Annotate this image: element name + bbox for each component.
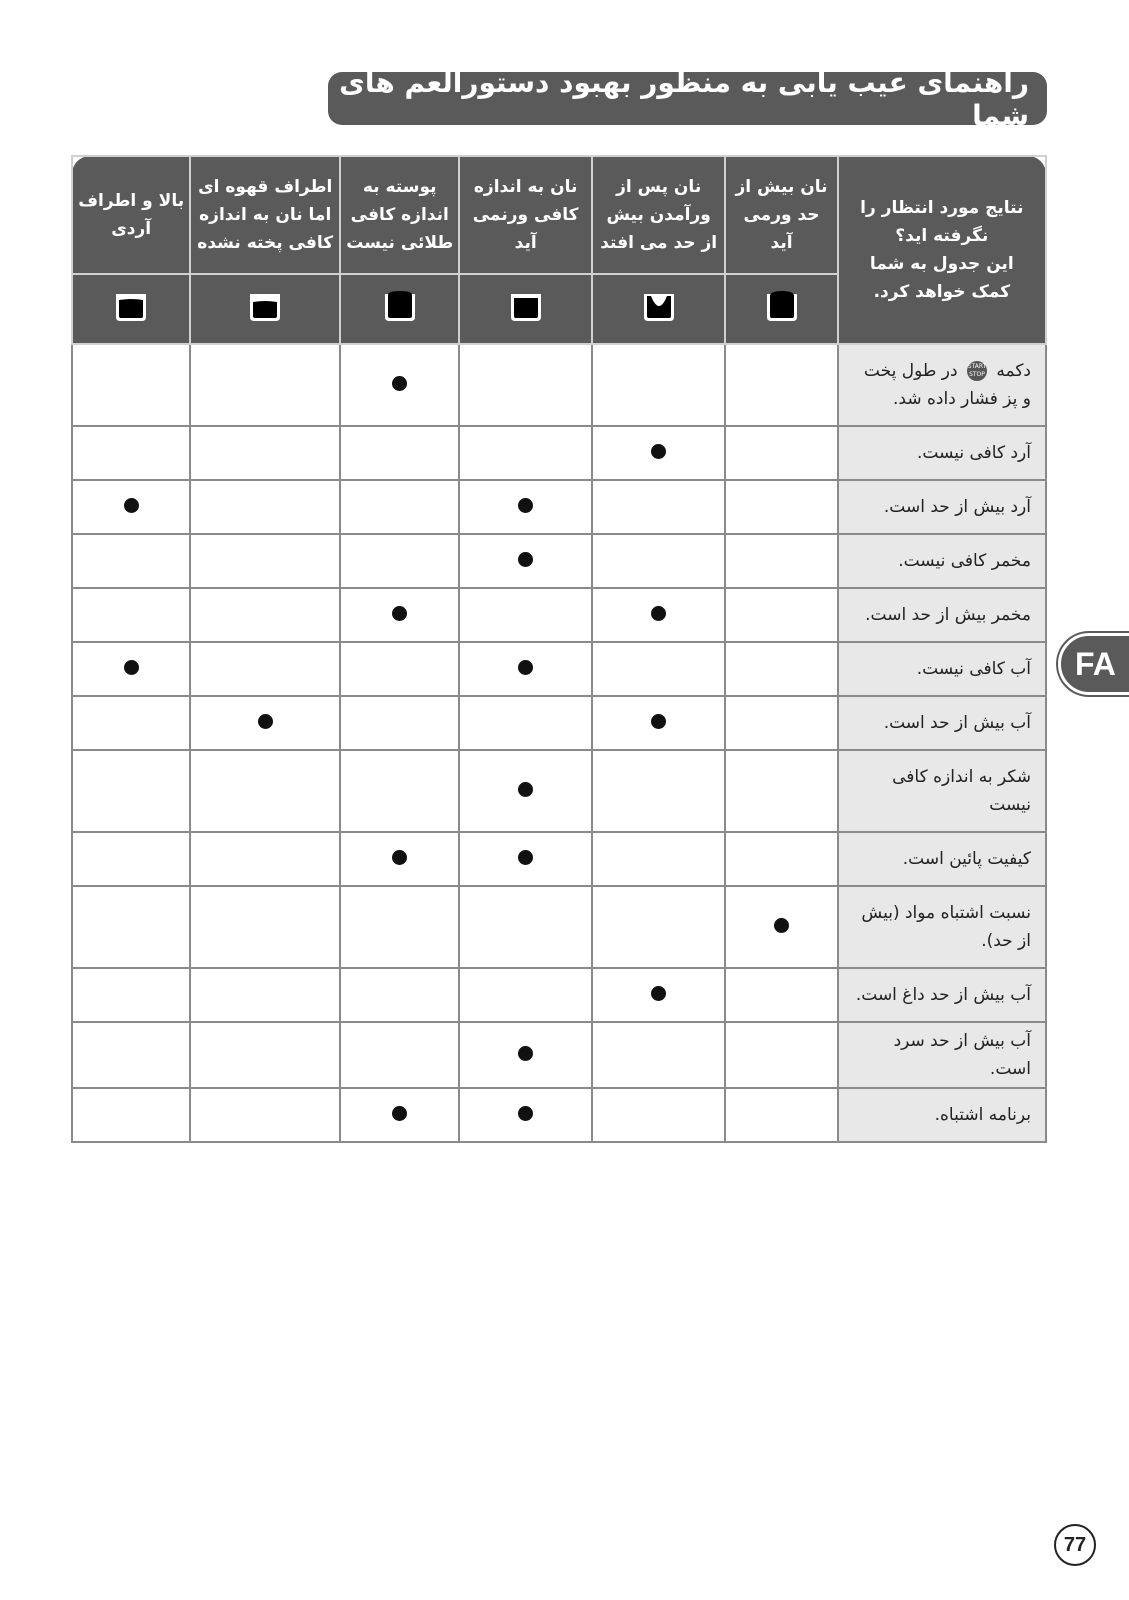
mark-cell	[459, 588, 591, 642]
mark-cell	[190, 534, 340, 588]
mark-cell	[592, 480, 726, 534]
mark-cell	[190, 344, 340, 426]
mark-cell	[459, 344, 591, 426]
table-row	[72, 1022, 1046, 1088]
pan-underrisen-icon	[509, 288, 543, 322]
mark-dot	[518, 660, 533, 675]
mark-cell	[190, 426, 340, 480]
icon-cell	[340, 274, 459, 344]
mark-dot	[518, 850, 533, 865]
mark-cell	[340, 1088, 459, 1142]
table-row	[72, 750, 1046, 832]
table-row	[72, 480, 1046, 534]
mark-cell	[459, 886, 591, 968]
mark-cell	[190, 1088, 340, 1142]
mark-cell	[340, 886, 459, 968]
mark-cell	[340, 832, 459, 886]
mark-cell	[340, 968, 459, 1022]
column-header: نان پس از ورآمدن بیش از حد می افتد	[592, 156, 726, 274]
page-number-text: 77	[1063, 1533, 1087, 1556]
table-row	[72, 832, 1046, 886]
start-stop-icon: START STOP	[967, 361, 987, 381]
column-header: بالا و اطراف آردی	[72, 156, 190, 274]
row-label: نسبت اشتباه مواد (بیش از حد).	[838, 886, 1046, 968]
mark-cell	[72, 588, 190, 642]
mark-cell	[725, 480, 837, 534]
troubleshooting-table-wrap	[71, 155, 1047, 1143]
column-header: نان به اندازه کافی ورنمی آید	[459, 156, 591, 274]
corner-line: این جدول به شما	[869, 254, 1014, 274]
mark-cell	[592, 832, 726, 886]
table-row	[72, 886, 1046, 968]
mark-cell	[592, 588, 726, 642]
row-label: شکر به اندازه کافی نیست	[838, 750, 1046, 832]
mark-cell	[459, 426, 591, 480]
mark-cell	[725, 344, 837, 426]
mark-dot	[651, 444, 666, 459]
mark-cell	[190, 696, 340, 750]
row-label: کیفیت پائین است.	[838, 832, 1046, 886]
mark-dot	[392, 850, 407, 865]
table-row	[72, 344, 1046, 426]
mark-cell	[459, 832, 591, 886]
mark-cell	[459, 968, 591, 1022]
mark-cell	[592, 426, 726, 480]
mark-cell	[190, 480, 340, 534]
pan-undercooked-icon	[248, 288, 282, 322]
mark-cell	[340, 750, 459, 832]
mark-cell	[592, 344, 726, 426]
mark-dot	[518, 1106, 533, 1121]
mark-dot	[392, 376, 407, 391]
table-row	[72, 426, 1046, 480]
mark-cell	[190, 750, 340, 832]
mark-cell	[72, 696, 190, 750]
mark-cell	[72, 344, 190, 426]
row-label: مخمر کافی نیست.	[838, 534, 1046, 588]
mark-cell	[340, 696, 459, 750]
mark-cell	[725, 750, 837, 832]
mark-cell	[725, 1088, 837, 1142]
pan-collapsed-icon	[642, 288, 676, 322]
mark-cell	[190, 588, 340, 642]
mark-cell	[340, 642, 459, 696]
table-corner-header	[838, 156, 1046, 344]
row-label-end: در طول پخت و پز فشار داده شد.	[863, 361, 1031, 409]
page-number	[1054, 1524, 1096, 1566]
icon-cell	[190, 274, 340, 344]
mark-cell	[340, 426, 459, 480]
mark-cell	[72, 480, 190, 534]
language-tab	[1058, 633, 1129, 695]
icon-cell	[72, 274, 190, 344]
mark-cell	[459, 1088, 591, 1142]
pan-floury-icon	[114, 288, 148, 322]
mark-cell	[725, 534, 837, 588]
pan-pale-crust-icon	[383, 288, 417, 322]
mark-dot	[518, 1046, 533, 1061]
mark-cell	[725, 426, 837, 480]
mark-dot	[518, 782, 533, 797]
mark-cell	[459, 696, 591, 750]
mark-cell	[340, 344, 459, 426]
page-title-text: راهنمای عیب یابی به منظور بهبود دستورالعم های شما	[339, 65, 1029, 132]
corner-line: نگرفته اید؟	[895, 226, 989, 246]
column-header: اطراف قهوه ای اما نان به اندازه کافی پخته نشده	[190, 156, 340, 274]
mark-dot	[392, 1106, 407, 1121]
mark-cell	[190, 832, 340, 886]
table-row	[72, 696, 1046, 750]
mark-cell	[190, 642, 340, 696]
column-header: پوسته به اندازه کافی طلائی نیست	[340, 156, 459, 274]
mark-cell	[592, 1088, 726, 1142]
mark-cell	[190, 968, 340, 1022]
mark-cell	[592, 1022, 726, 1088]
mark-cell	[592, 886, 726, 968]
mark-cell	[340, 588, 459, 642]
mark-dot	[392, 606, 407, 621]
mark-cell	[190, 1022, 340, 1088]
row-label: آب بیش از حد است.	[838, 696, 1046, 750]
mark-cell	[72, 1022, 190, 1088]
mark-cell	[72, 534, 190, 588]
pan-overrisen-icon	[765, 288, 799, 322]
row-label: آب بیش از حد داغ است.	[838, 968, 1046, 1022]
mark-dot	[124, 498, 139, 513]
row-label: آب بیش از حد سرد است.	[838, 1022, 1046, 1088]
mark-cell	[592, 696, 726, 750]
mark-cell	[725, 588, 837, 642]
mark-cell	[72, 642, 190, 696]
icon-cell	[725, 274, 837, 344]
mark-dot	[258, 714, 273, 729]
mark-dot	[651, 986, 666, 1001]
mark-cell	[592, 642, 726, 696]
corner-line: نتایج مورد انتظار را	[860, 198, 1024, 218]
table-body	[72, 344, 1046, 1142]
mark-cell	[725, 642, 837, 696]
mark-cell	[340, 534, 459, 588]
mark-cell	[72, 426, 190, 480]
mark-dot	[124, 660, 139, 675]
column-header: نان بیش از حد ورمی آید	[725, 156, 837, 274]
mark-cell	[725, 886, 837, 968]
troubleshooting-table	[71, 155, 1047, 1143]
icon-cell	[592, 274, 726, 344]
corner-line: کمک خواهد کرد.	[873, 282, 1011, 302]
table-row	[72, 968, 1046, 1022]
row-label: آرد کافی نیست.	[838, 426, 1046, 480]
mark-dot	[651, 714, 666, 729]
mark-cell	[340, 1022, 459, 1088]
mark-cell	[72, 750, 190, 832]
mark-cell	[190, 886, 340, 968]
mark-cell	[459, 1022, 591, 1088]
mark-dot	[518, 552, 533, 567]
mark-cell	[72, 1088, 190, 1142]
mark-dot	[651, 606, 666, 621]
mark-cell	[725, 832, 837, 886]
table-row	[72, 534, 1046, 588]
mark-cell	[72, 886, 190, 968]
mark-cell	[459, 642, 591, 696]
row-label: آب کافی نیست.	[838, 642, 1046, 696]
mark-cell	[459, 750, 591, 832]
language-tab-label: FA	[1075, 645, 1116, 682]
row-label: برنامه اشتباه.	[838, 1088, 1046, 1142]
row-label: مخمر بیش از حد است.	[838, 588, 1046, 642]
mark-cell	[340, 480, 459, 534]
mark-cell	[725, 1022, 837, 1088]
row-label	[838, 344, 1046, 426]
mark-dot	[774, 918, 789, 933]
mark-cell	[592, 968, 726, 1022]
page-title	[328, 65, 1047, 132]
table-row	[72, 588, 1046, 642]
mark-dot	[518, 498, 533, 513]
mark-cell	[72, 968, 190, 1022]
mark-cell	[725, 696, 837, 750]
row-label: آرد بیش از حد است.	[838, 480, 1046, 534]
mark-cell	[592, 750, 726, 832]
row-label-start: دکمه	[996, 361, 1031, 381]
table-row	[72, 1088, 1046, 1142]
mark-cell	[72, 832, 190, 886]
mark-cell	[459, 534, 591, 588]
icon-cell	[459, 274, 591, 344]
mark-cell	[459, 480, 591, 534]
mark-cell	[725, 968, 837, 1022]
mark-cell	[592, 534, 726, 588]
table-row	[72, 642, 1046, 696]
